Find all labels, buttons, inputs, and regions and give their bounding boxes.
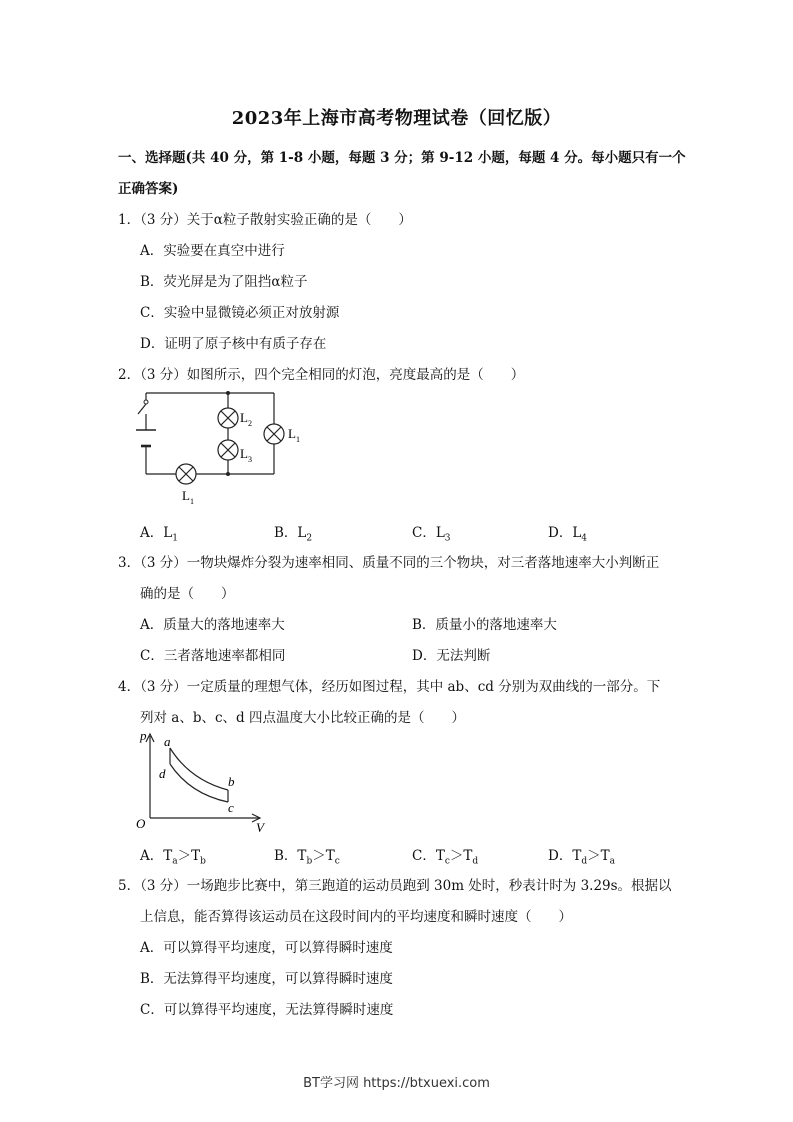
bulb-bottom-icon [176, 464, 196, 484]
q2-option-c: C．$L_3$ [412, 525, 451, 544]
page-title: 2023年上海市高考物理试卷（回忆版） [231, 108, 562, 129]
q1-option-d: D．证明了原子核中有质子存在 [140, 336, 327, 352]
label-d: d [159, 766, 166, 781]
label-bottom-l1: $L_1$ [182, 488, 194, 506]
pv-diagram [132, 728, 272, 836]
battery-icon [136, 430, 156, 446]
label-v: V [256, 820, 264, 835]
q2-stem: 2．（3 分）如图所示，四个完全相同的灯泡，亮度最高的是（ ） [118, 367, 525, 383]
q4-option-c: C．$T_c>T_d$ [412, 848, 479, 867]
q2-option-b: B．$L_2$ [274, 525, 313, 544]
label-l3: $L_3$ [240, 446, 252, 464]
label-b: b [228, 774, 235, 789]
q5-stem-line1: 5．（3 分）一场跑步比赛中，第三跑道的运动员跑到 30m 处时，秒表计时为 3.29s。根据以 [118, 878, 672, 894]
q1-stem: 1．（3 分）关于α粒子散射实验正确的是（ ） [118, 212, 412, 228]
q5-stem-line2: 上信息，能否算得该运动员在这段时间内的平均速度和瞬时速度（ ） [140, 909, 572, 925]
q2-option-d: D．$L_4$ [548, 525, 588, 544]
bulb-right-icon [264, 424, 284, 444]
bulb-l3-icon [218, 440, 238, 460]
q4-option-a: A．$T_a>T_b$ [140, 848, 206, 867]
section-heading-line2: 正确答案) [118, 181, 179, 197]
q1-option-b: B．荧光屏是为了阻挡α粒子 [140, 274, 308, 290]
label-a: a [164, 734, 171, 749]
section-heading-line1: 一、选择题(共 40 分，第 1-8 小题，每题 3 分；第 9-12 小题，每题 4 分。每小题只有一个 [118, 150, 686, 166]
label-l2: $L_2$ [240, 410, 252, 428]
q5-option-b: B．无法算得平均速度，可以算得瞬时速度 [140, 971, 393, 987]
q3-option-b: B．质量小的落地速率大 [412, 617, 557, 633]
q5-option-c: C．可以算得平均速度，无法算得瞬时速度 [140, 1002, 394, 1018]
q4-option-d: D．$T_d>T_a$ [548, 848, 615, 867]
q4-option-b: B．$T_b>T_c$ [274, 848, 340, 867]
q1-option-a: A．实验要在真空中进行 [140, 243, 285, 259]
curve-ab [170, 748, 228, 790]
q3-stem-line2: 确的是（ ） [140, 586, 235, 602]
label-c: c [228, 800, 234, 815]
q2-option-a: A．$L_1$ [140, 525, 178, 544]
q4-stem-line2: 列对 a、b、c、d 四点温度大小比较正确的是（ ） [140, 710, 465, 726]
q1-option-c: C．实验中显微镜必须正对放射源 [140, 305, 340, 321]
q5-option-a: A．可以算得平均速度，可以算得瞬时速度 [140, 940, 393, 956]
curve-cd [170, 764, 228, 802]
q3-option-d: D．无法判断 [412, 648, 491, 664]
site-footer: BT学习网 https://btxuexi.com [303, 1076, 490, 1091]
label-right-l1: $L_1$ [288, 426, 300, 444]
q3-stem-line1: 3．（3 分）一物块爆炸分裂为速率相同、质量不同的三个物块，对三者落地速率大小判断正 [118, 555, 660, 571]
q4-stem-line1: 4．（3 分）一定质量的理想气体，经历如图过程，其中 ab、cd 分别为双曲线的一部分。下 [118, 679, 661, 695]
q3-option-c: C．三者落地速率都相同 [140, 648, 286, 664]
circuit-diagram [130, 388, 320, 508]
label-origin: O [136, 816, 146, 831]
bulb-l2-icon [218, 408, 238, 428]
switch-contact-icon [144, 400, 148, 404]
label-p: p [140, 728, 147, 743]
q3-option-a: A．质量大的落地速率大 [140, 617, 285, 633]
